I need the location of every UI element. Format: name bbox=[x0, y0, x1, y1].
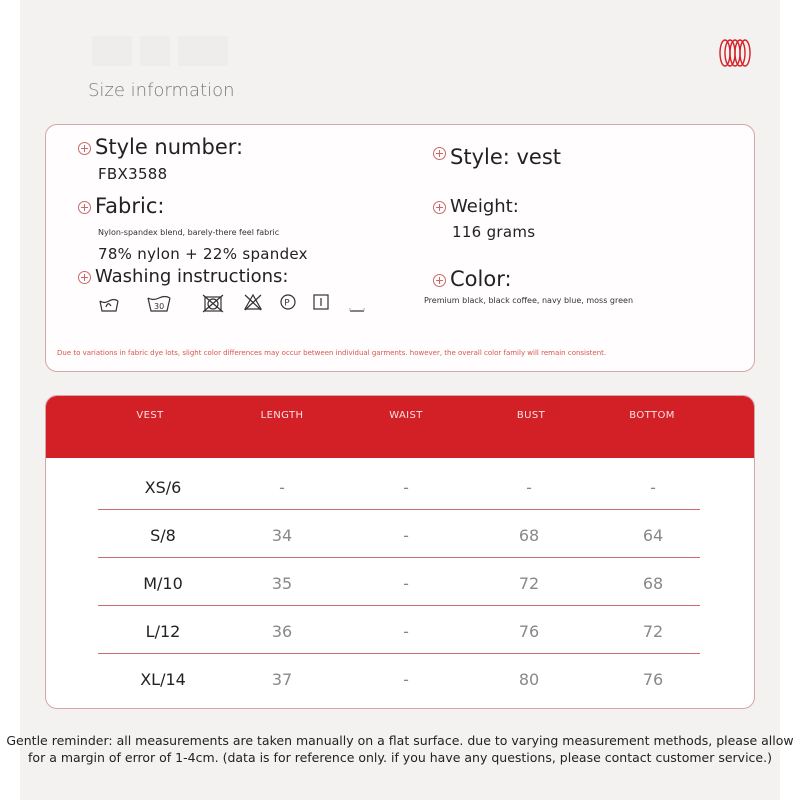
style-number-label: Style number: bbox=[95, 135, 244, 159]
size-cell: S/8 bbox=[150, 526, 176, 545]
bottom-cell: 64 bbox=[642, 526, 664, 545]
size-cell: XS/6 bbox=[144, 478, 182, 497]
header-bust: BUST bbox=[516, 410, 546, 421]
bottom-cell: 72 bbox=[642, 622, 664, 641]
waist-cell: - bbox=[403, 622, 409, 641]
measurement-reminder bbox=[0, 732, 800, 766]
header-length: LENGTH bbox=[260, 410, 304, 421]
washing-heading bbox=[78, 266, 289, 287]
waist-cell: - bbox=[403, 574, 409, 593]
color-label: Color: bbox=[450, 267, 512, 291]
table-row bbox=[98, 464, 700, 510]
plus-circle-icon bbox=[433, 274, 446, 287]
waist-cell: - bbox=[403, 478, 409, 497]
reminder-line-2: for a margin of error of 1-4cm. (data is for reference only. if you have any questions, please contact customer service.) bbox=[28, 750, 772, 765]
bust-cell: 68 bbox=[518, 526, 540, 545]
dry-clean-letter: P bbox=[284, 298, 290, 309]
faded-logo bbox=[92, 36, 262, 76]
plus-circle-icon bbox=[433, 147, 446, 160]
color-value: Premium black, black coffee, navy blue, moss green bbox=[424, 296, 634, 305]
bottom-cell: 68 bbox=[642, 574, 664, 593]
table-row bbox=[98, 608, 700, 654]
dye-lot-disclaimer: Due to variations in fabric dye lots, slight color differences may occur between individual garments. however, the overall color family will remain consistent. bbox=[57, 349, 607, 357]
weight-heading bbox=[433, 196, 519, 217]
table-row bbox=[98, 656, 700, 702]
row-divider bbox=[98, 605, 700, 606]
no-bleach-icon bbox=[243, 293, 263, 315]
wash-30-icon bbox=[146, 293, 172, 317]
plus-circle-icon bbox=[433, 201, 446, 214]
size-cell: XL/14 bbox=[140, 670, 186, 689]
line-dry-icon bbox=[312, 293, 330, 315]
size-table-header bbox=[46, 396, 754, 458]
size-cell: M/10 bbox=[143, 574, 183, 593]
row-divider bbox=[98, 557, 700, 558]
style-number-value: FBX3588 bbox=[98, 165, 168, 183]
fabric-description: Nylon-spandex blend, barely-there feel fabric bbox=[98, 228, 280, 237]
bust-cell: 72 bbox=[518, 574, 540, 593]
style-heading bbox=[433, 145, 561, 169]
style-number-heading bbox=[78, 135, 243, 159]
plus-circle-icon bbox=[78, 201, 91, 214]
plus-circle-icon bbox=[78, 142, 91, 155]
row-divider bbox=[98, 653, 700, 654]
header-bottom: BOTTOM bbox=[629, 410, 675, 421]
no-tumble-dry-icon bbox=[202, 293, 224, 317]
dry-clean-p-icon bbox=[278, 293, 298, 315]
length-cell: 35 bbox=[271, 574, 293, 593]
waist-cell: - bbox=[403, 670, 409, 689]
washing-label: Washing instructions: bbox=[95, 266, 289, 287]
weight-label: Weight: bbox=[450, 196, 519, 217]
style-label: Style: vest bbox=[450, 145, 562, 169]
length-cell: 34 bbox=[271, 526, 293, 545]
length-cell: - bbox=[279, 478, 285, 497]
section-title: Size information bbox=[88, 80, 235, 101]
length-cell: 36 bbox=[271, 622, 293, 641]
length-cell: 37 bbox=[271, 670, 293, 689]
bust-cell: 76 bbox=[518, 622, 540, 641]
size-cell: L/12 bbox=[145, 622, 181, 641]
color-heading bbox=[433, 267, 512, 291]
hand-wash-icon bbox=[98, 293, 120, 317]
wash-temp-label: 30 bbox=[154, 302, 165, 311]
dry-flat-icon bbox=[348, 297, 366, 319]
bust-cell: 80 bbox=[518, 670, 540, 689]
waist-cell: - bbox=[403, 526, 409, 545]
weight-value: 116 grams bbox=[452, 223, 536, 241]
table-row bbox=[98, 512, 700, 558]
reminder-line-1: Gentle reminder: all measurements are taken manually on a flat surface. due to varying measurement methods, please allow bbox=[6, 733, 794, 748]
fabric-heading bbox=[78, 194, 164, 218]
product-info-card bbox=[45, 124, 755, 372]
bottom-cell: - bbox=[650, 478, 656, 497]
table-row bbox=[98, 560, 700, 606]
bust-cell: - bbox=[526, 478, 532, 497]
plus-circle-icon bbox=[78, 271, 91, 284]
size-table bbox=[45, 395, 755, 709]
header-waist: WAIST bbox=[389, 410, 423, 421]
header-vest: VEST bbox=[136, 410, 164, 421]
row-divider bbox=[98, 509, 700, 510]
fabric-composition: 78% nylon + 22% spandex bbox=[98, 245, 308, 263]
bottom-cell: 76 bbox=[642, 670, 664, 689]
fabric-label: Fabric: bbox=[95, 194, 165, 218]
rings-logo-icon bbox=[718, 38, 752, 68]
